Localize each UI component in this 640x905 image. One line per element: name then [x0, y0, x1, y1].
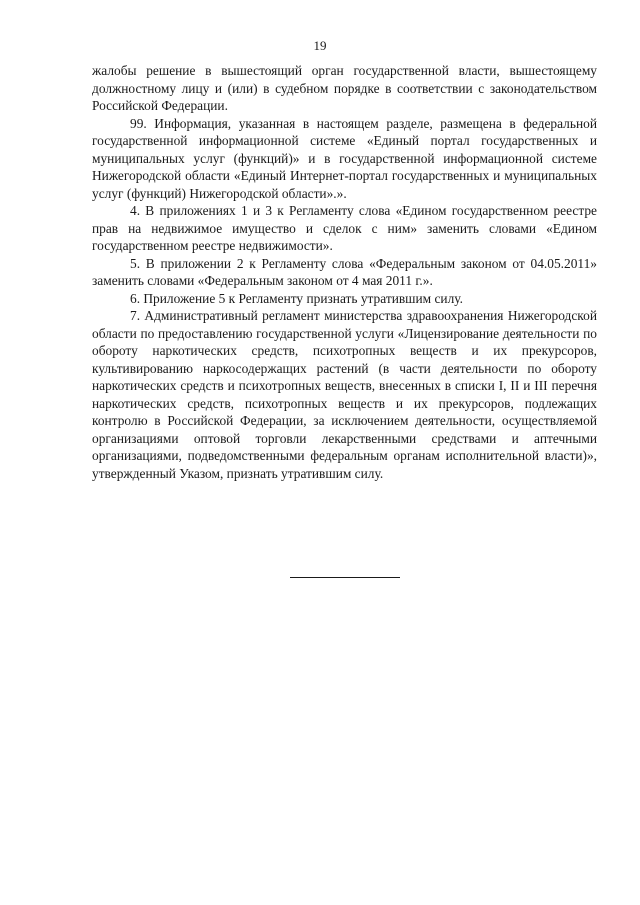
document-body: [92, 62, 597, 482]
paragraph-item-99: 99. Информация, указанная в настоящем разделе, размещена в федеральной государственной информационной системе «Единый портал государственных и муниципальных услуг (функций)» и в государственной информационной системе Нижегородской области «Единый Интернет-портал государственных и муниципальных услуг (функций) Нижегородской области».».: [92, 115, 597, 201]
paragraph-item-6: 6. Приложение 5 к Регламенту признать утратившим силу.: [130, 290, 463, 306]
page-number: 19: [313, 38, 327, 53]
paragraph-item-7: 7. Административный регламент министерства здравоохранения Нижегородской области по предоставлению государственной услуги «Лицензирование деятельности по обороту наркотических средств, психотропных веществ и их прекурсоров, культивированию наркосодержащих растений (в части деятельности по обороту наркотических средств и психотропных веществ, внесенных в списки I, II и III перечня наркотических средств, психотропных веществ и их прекурсоров, подлежащих контролю в Российской Федерации, за исключением деятельности, осуществляемой организациями оптовой торговли лекарственными средствами и аптечными организациями, подведомственными федеральным органам исполнительной власти)», утвержденный Указом, признать утратившим силу.: [92, 308, 597, 481]
paragraph-item-5: 5. В приложении 2 к Регламенту слова «Федеральным законом от 04.05.2011» заменить словами «Федеральным законом от 4 мая 2011 г.».: [92, 255, 597, 288]
paragraph-continuation: жалобы решение в вышестоящий орган государственной власти, вышестоящему должностному лицу и (или) в судебном порядке в соответствии с законодательством Российской Федерации.: [92, 63, 597, 113]
end-separator-line: [290, 577, 400, 578]
paragraph-item-4: 4. В приложениях 1 и 3 к Регламенту слова «Едином государственном реестре прав на недвижимое имущество и сделок с ним» заменить словами «Едином государственном реестре недвижимости».: [92, 203, 597, 253]
